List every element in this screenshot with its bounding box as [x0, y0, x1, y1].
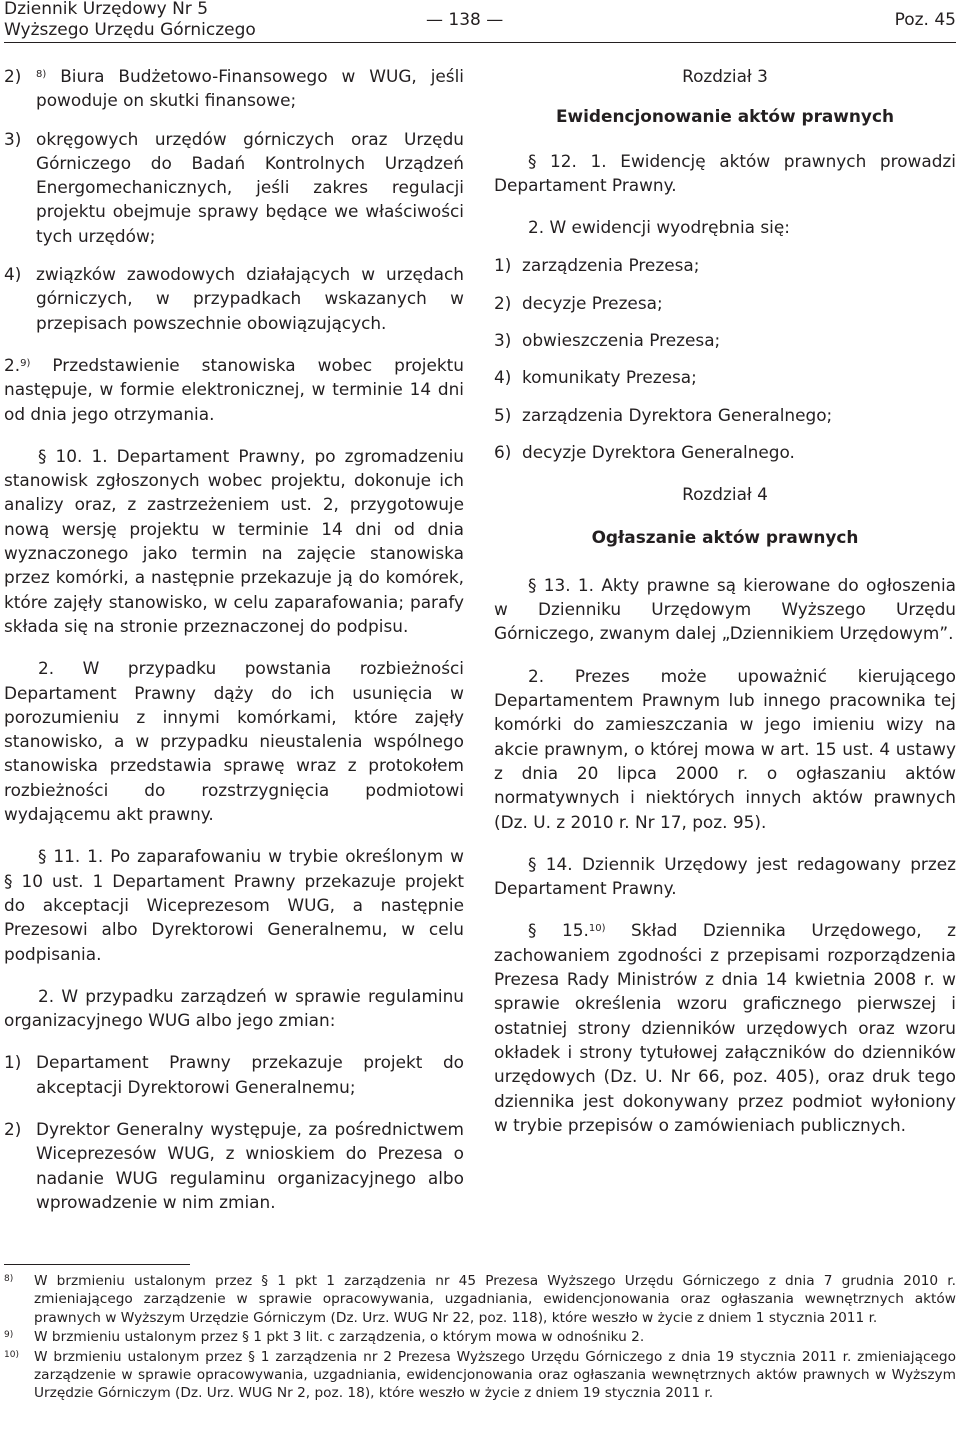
list-item — [4, 262, 464, 335]
list-item — [494, 291, 956, 315]
journal-title — [4, 0, 256, 41]
item-number: 3) — [494, 330, 512, 351]
item-text: $^{8)}$ Biura Budżetowo-Finansowego w WUG, jeśli powoduje on skutki finansowe; — [36, 66, 464, 111]
paragraph-10-1: § 10. 1. Departament Prawny, po zgromadzeniu stanowisk zgłoszonych wobec projektu, dokonuje ich analizy oraz, z zastrzeżeniem ust. 2, przygotowuje nową wersję projektu w terminie 14 dni od dnia wyznaczonego jako termin na zajęcie stanowiska przez komórki, a następnie przekazuje ją do komórek, które zajęły stanowisko, w celu zaparafowania; parafy składa się na stronie przeznaczonej do podpisu. — [4, 445, 464, 636]
chapter-4-title: Ogłaszanie aktów prawnych — [591, 526, 859, 547]
footnote-divider — [4, 1264, 190, 1265]
item-text: zarządzenia Prezesa; — [522, 255, 700, 276]
footnote-10 — [4, 1348, 956, 1403]
chapter-3-title: Ewidencjonowanie aktów prawnych — [556, 106, 894, 127]
footnote-text: W brzmieniu ustalonym przez § 1 pkt 1 zarządzenia nr 45 Prezesa Wyższego Urzędu Górniczego z dnia 7 grudnia 2010 r. zmieniającego zarządzenie w sprawie opracowywania, uzgadniania, ewidencjonowania oraz ogłaszania wewnętrznych aktów prawnych w Wyższym Urzędzie Górniczym (Dz. Urz. WUG Nr 22, poz. 118), które weszło w życie z dniem 1 stycznia 2011 r. — [34, 1273, 956, 1326]
footnote-text: W brzmieniu ustalonym przez § 1 pkt 3 lit. c zarządzenia, o którym mowa w odnośniku 2. — [34, 1329, 645, 1346]
footnote-ref[interactable]: 10) — [588, 923, 606, 935]
item-text: Dyrektor Generalny występuje, za pośrednictwem Wiceprezesów WUG, z wnioskiem do Prezesa o nadanie WUG regulaminu organizacyjnego albo wprowadzenie w nim zmian. — [36, 1118, 464, 1212]
item-number: 5) — [494, 404, 512, 425]
item-text: okręgowych urzędów górniczych oraz Urzędu Górniczego do Badań Kontrolnych Urządzeń Energomechanicznych, jeśli zakres regulacji projektu obejmuje sprawy będące we właściwości tych urzędów; — [36, 128, 464, 246]
item-number: 2) — [494, 292, 512, 313]
item-number: 1) — [494, 255, 512, 276]
item-text: zarządzenia Dyrektora Generalnego; — [522, 404, 833, 425]
list-item — [494, 403, 956, 427]
item-number: 4) — [494, 367, 512, 388]
item-text: decyzje Dyrektora Generalnego. — [522, 441, 795, 462]
item-number: 2) — [4, 66, 22, 86]
paragraph-12-1: § 12. 1. Ewidencję aktów prawnych prowadzi Departament Prawny. — [494, 150, 956, 195]
footnotes — [4, 1272, 956, 1404]
right-column — [494, 64, 956, 1151]
position-number: Poz. 45 — [894, 10, 956, 30]
footnote-number: 10) — [4, 1349, 19, 1360]
footnote-ref[interactable]: 9) — [20, 357, 31, 369]
item-text: komunikaty Prezesa; — [522, 367, 697, 388]
item-text: Departament Prawny przekazuje projekt do akceptacji Dyrektorowi Generalnemu; — [36, 1052, 464, 1097]
list-item — [4, 1050, 464, 1099]
page-number: — 138 — — [426, 10, 504, 30]
chapter-3-label: Rozdział 3 — [682, 66, 768, 86]
footnote-number: 9) — [4, 1330, 14, 1341]
item-number: 1) — [4, 1052, 22, 1073]
footnote-9 — [4, 1328, 956, 1346]
paragraph-13-2: 2. Prezes może upoważnić kierującego Departamentem Prawnym lub innego pracownika tej komórki do zamieszczania w jego imieniu wizy na akcie prawnym, o której mowa w art. 15 ust. 4 ustawy z dnia 20 lipca 2000 r. o ogłaszaniu aktów normatywnych i niektórych innych aktów prawnych (Dz. U. z 2010 r. Nr 17, poz. 95). — [494, 665, 956, 832]
list-item — [494, 253, 956, 277]
list-item — [494, 440, 956, 464]
list-item — [4, 127, 464, 248]
paragraph-15: § 15.$^{10)}$ Skład Dziennika Urzędowego, z zachowaniem zgodności z przepisami rozporządzenia Prezesa Rady Ministrów z dnia 14 kwietnia 2008 r. w sprawie określenia wzoru graficznego pierwszej i ostatniej strony dzienników urzędowych oraz wzoru okładek i strony tytułowej załączników do dzienników urzędowych (Dz. U. Nr 66, poz. 405), oraz druk tego dziennika jest dokonywany przez podmiot wyłoniony w trybie przepisów o zamówieniach publicznych. — [494, 920, 956, 1135]
paragraph-14: § 14. Dziennik Urzędowy jest redagowany przez Departament Prawny. — [494, 853, 956, 899]
footnote-ref[interactable]: 8) — [36, 69, 47, 80]
footnote-number: 8) — [4, 1274, 14, 1284]
paragraph-12-2: 2. W ewidencji wyodrębnia się: — [528, 217, 790, 238]
journal-authority: Wyższego Urzędu Górniczego — [4, 20, 256, 40]
header-divider — [4, 42, 956, 43]
item-number: 3) — [4, 128, 22, 149]
item-text: związków zawodowych działających w urzędach górniczych, w przypadkach wskazanych w przepisach powszechnie obowiązujących. — [36, 264, 464, 333]
chapter-4-label: Rozdział 4 — [682, 484, 768, 505]
paragraph-13-1: § 13. 1. Akty prawne są kierowane do ogłoszenia w Dzienniku Urzędowym Wyższego Urzędu Górniczego, zwanym dalej „Dziennikiem Urzędowym”. — [494, 574, 956, 644]
list-item — [494, 328, 956, 352]
journal-name: Dziennik Urzędowy Nr 5 — [4, 0, 209, 19]
item-text: decyzje Prezesa; — [522, 292, 663, 313]
footnote-text: W brzmieniu ustalonym przez § 1 zarządzenia nr 2 Prezesa Wyższego Urzędu Górniczego z dnia 19 stycznia 2011 r. zmieniającego zarządzenie w sprawie opracowywania, uzgadniania, ewidencjonowania oraz ogłaszania wewnętrznych aktów prawnych w Wyższym Urzędzie Górniczym (Dz. Urz. WUG Nr 2, poz. 18), które weszło w życie z dniem 19 stycznia 2011 r. — [34, 1348, 956, 1402]
paragraph-11-1: § 11. 1. Po zaparafowaniu w trybie określonym w § 10 ust. 1 Departament Prawny przekazuje projekt do akceptacji Wiceprezesom WUG, a następnie Prezesowi albo Dyrektorowi Generalnemu, w celu podpisania. — [4, 846, 464, 964]
list-item — [4, 64, 464, 113]
item-number: 4) — [4, 264, 22, 285]
paragraph-10-2: 2. W przypadku powstania rozbieżności Departament Prawny dąży do ich usunięcia w porozumieniu z innymi komórkami, które zajęły stanowisko, a w przypadku nieustalenia wspólnego stanowiska przedstawia sprawę wraz z protokołem rozbieżności do rozstrzygnięcia podmiotowi wydającemu akt prawny. — [4, 658, 464, 825]
paragraph-11-2: 2. W przypadku zarządzeń w sprawie regulaminu organizacyjnego WUG albo jego zmian: — [4, 985, 464, 1031]
item-number: 2) — [4, 1118, 22, 1139]
paragraph-9-2: 2.$^{9)}$ Przedstawienie stanowiska wobec projektu następuje, w formie elektronicznej, w terminie 14 dni od dnia jego otrzymania. — [4, 354, 464, 424]
list-item — [494, 365, 956, 389]
footnote-8 — [4, 1272, 956, 1327]
item-number: 6) — [494, 441, 512, 462]
item-text: obwieszczenia Prezesa; — [522, 330, 721, 351]
left-column — [4, 64, 464, 1228]
page-header — [0, 0, 960, 44]
list-item — [4, 1117, 464, 1214]
